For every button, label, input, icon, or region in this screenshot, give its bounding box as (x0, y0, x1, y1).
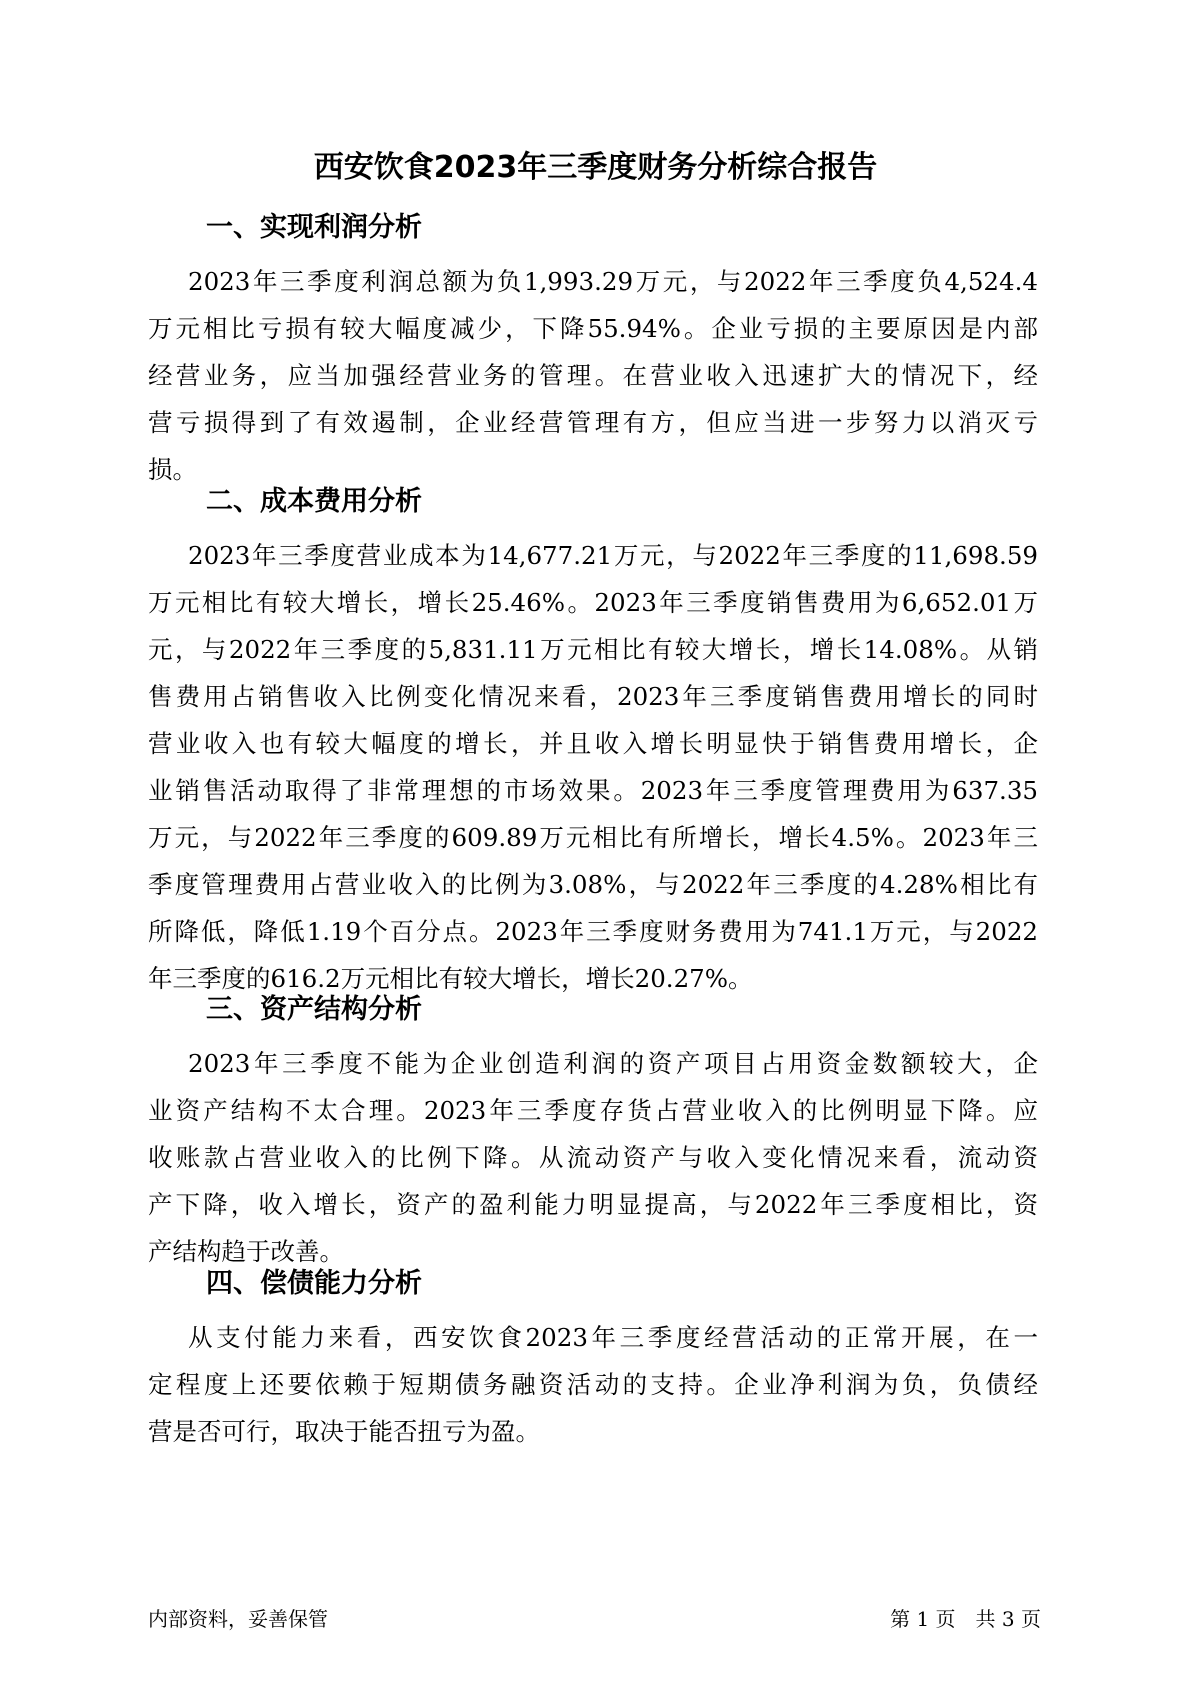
document-title: 西安饮食2023年三季度财务分析综合报告 (313, 150, 878, 185)
paragraph-line: 2023年三季度利润总额为负1,993.29万元，与2022年三季度负4,524.4 (188, 267, 1038, 296)
paragraph-line: 营是否可行，取决于能否扭亏为盈。 (148, 1417, 540, 1446)
paragraph-line: 经营业务，应当加强经营业务的管理。在营业收入迅速扩大的情况下，经 (148, 361, 1038, 390)
section-body-cost (148, 532, 1038, 1002)
section-body-assets (148, 1040, 1038, 1275)
paragraph-line: 业资产结构不太合理。2023年三季度存货占营业收入的比例明显下降。应 (148, 1096, 1038, 1125)
section-heading-cost: 二、成本费用分析 (206, 486, 422, 517)
paragraph-line: 年三季度的616.2万元相比有较大增长，增长20.27%。 (148, 964, 753, 993)
paragraph-line: 损。 (148, 455, 197, 484)
section-body-solvency (148, 1314, 1038, 1455)
paragraph-line: 营亏损得到了有效遏制，企业经营管理有方，但应当进一步努力以消灭亏 (148, 408, 1038, 437)
paragraph-line: 产下降，收入增长，资产的盈利能力明显提高，与2022年三季度相比，资 (148, 1190, 1038, 1219)
footer-page-number: 第 1 页 共 3 页 (890, 1607, 1041, 1631)
section-body-profit (148, 258, 1038, 493)
paragraph-line: 所降低，降低1.19个百分点。2023年三季度财务费用为741.1万元，与2022 (148, 917, 1038, 946)
paragraph-line: 售费用占销售收入比例变化情况来看，2023年三季度销售费用增长的同时 (148, 682, 1038, 711)
section-heading-solvency: 四、偿债能力分析 (206, 1268, 422, 1299)
section-heading-profit: 一、实现利润分析 (206, 212, 422, 243)
paragraph-line: 元，与2022年三季度的5,831.11万元相比有较大增长，增长14.08%。从销 (148, 635, 1038, 664)
paragraph-line: 2023年三季度营业成本为14,677.21万元，与2022年三季度的11,698.59 (188, 541, 1038, 570)
paragraph-line: 定程度上还要依赖于短期债务融资活动的支持。企业净利润为负，负债经 (148, 1370, 1038, 1399)
paragraph-line: 业销售活动取得了非常理想的市场效果。2023年三季度管理费用为637.35 (148, 776, 1038, 805)
paragraph-line: 从支付能力来看，西安饮食2023年三季度经营活动的正常开展，在一 (188, 1323, 1038, 1352)
paragraph-line: 万元，与2022年三季度的609.89万元相比有所增长，增长4.5%。2023年三 (148, 823, 1038, 852)
paragraph-line: 万元相比有较大增长，增长25.46%。2023年三季度销售费用为6,652.01万 (148, 588, 1038, 617)
footer-confidential-note: 内部资料，妥善保管 (148, 1607, 328, 1631)
paragraph-line: 万元相比亏损有较大幅度减少，下降55.94%。企业亏损的主要原因是内部 (148, 314, 1038, 343)
paragraph-line: 营业收入也有较大幅度的增长，并且收入增长明显快于销售费用增长，企 (148, 729, 1038, 758)
section-heading-assets: 三、资产结构分析 (206, 994, 422, 1025)
paragraph-line: 季度管理费用占营业收入的比例为3.08%，与2022年三季度的4.28%相比有 (148, 870, 1038, 899)
paragraph-line: 收账款占营业收入的比例下降。从流动资产与收入变化情况来看，流动资 (148, 1143, 1038, 1172)
paragraph-line: 产结构趋于改善。 (148, 1237, 344, 1266)
paragraph-line: 2023年三季度不能为企业创造利润的资产项目占用资金数额较大，企 (188, 1049, 1038, 1078)
